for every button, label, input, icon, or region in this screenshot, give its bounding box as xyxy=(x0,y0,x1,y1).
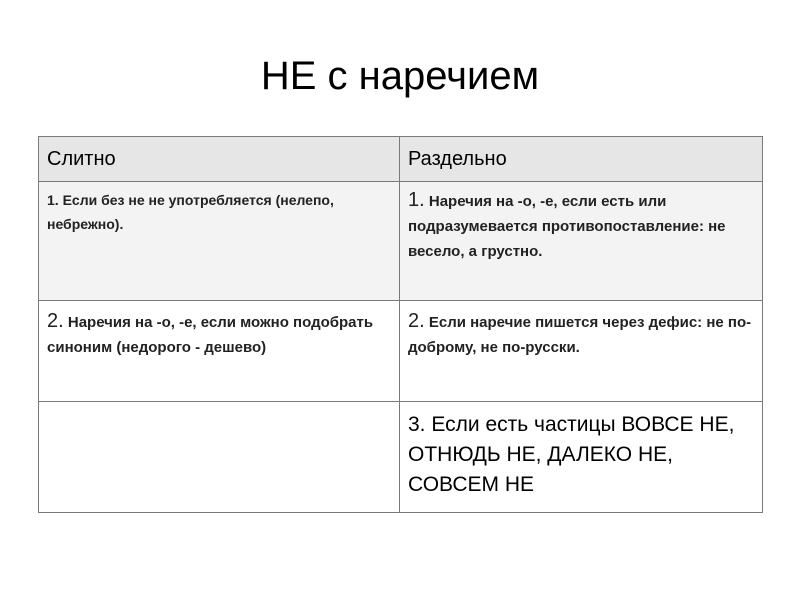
rule-cell-separate-3 xyxy=(400,402,763,513)
rule-number: 2. xyxy=(47,310,64,332)
rule-number: 1. xyxy=(408,189,425,211)
rule-cell-separate-1 xyxy=(400,182,763,301)
rule-body: Если наречие пишется через дефис: не по-доброму, не по-русски. xyxy=(408,314,752,356)
rule-text xyxy=(408,188,756,264)
rule-text xyxy=(408,410,756,500)
rule-cell-separate-2 xyxy=(400,301,763,402)
rule-number: 2. xyxy=(408,310,425,332)
rule-text xyxy=(408,309,756,360)
header-separate: Раздельно xyxy=(400,137,763,182)
table-row xyxy=(39,182,763,301)
header-together: Слитно xyxy=(39,137,400,182)
rule-number: 3. xyxy=(408,413,426,436)
rule-body: Если есть частицы ВОВСЕ НЕ, ОТНЮДЬ НЕ, ДАЛЕКО НЕ, СОВСЕМ НЕ xyxy=(408,413,735,496)
rule-text xyxy=(47,309,393,360)
table-header-row xyxy=(39,137,763,182)
rules-table xyxy=(38,136,763,513)
rule-cell-together-1 xyxy=(39,182,400,301)
rule-cell-together-2 xyxy=(39,301,400,402)
table-row xyxy=(39,402,763,513)
rule-text xyxy=(47,188,393,236)
rule-number: 1. xyxy=(47,192,59,208)
rule-cell-together-3-empty xyxy=(39,402,400,513)
rule-body: Наречия на -о, -е, если есть или подразумевается противопоставление: не весело, а грустно. xyxy=(408,193,726,260)
rule-body: Если без не не употребляется (нелепо, небрежно). xyxy=(47,192,334,232)
rule-body: Наречия на -о, -е, если можно подобрать синоним (недорого - дешево) xyxy=(47,314,374,356)
slide-title: НЕ с наречием xyxy=(260,54,540,98)
table-row xyxy=(39,301,763,402)
